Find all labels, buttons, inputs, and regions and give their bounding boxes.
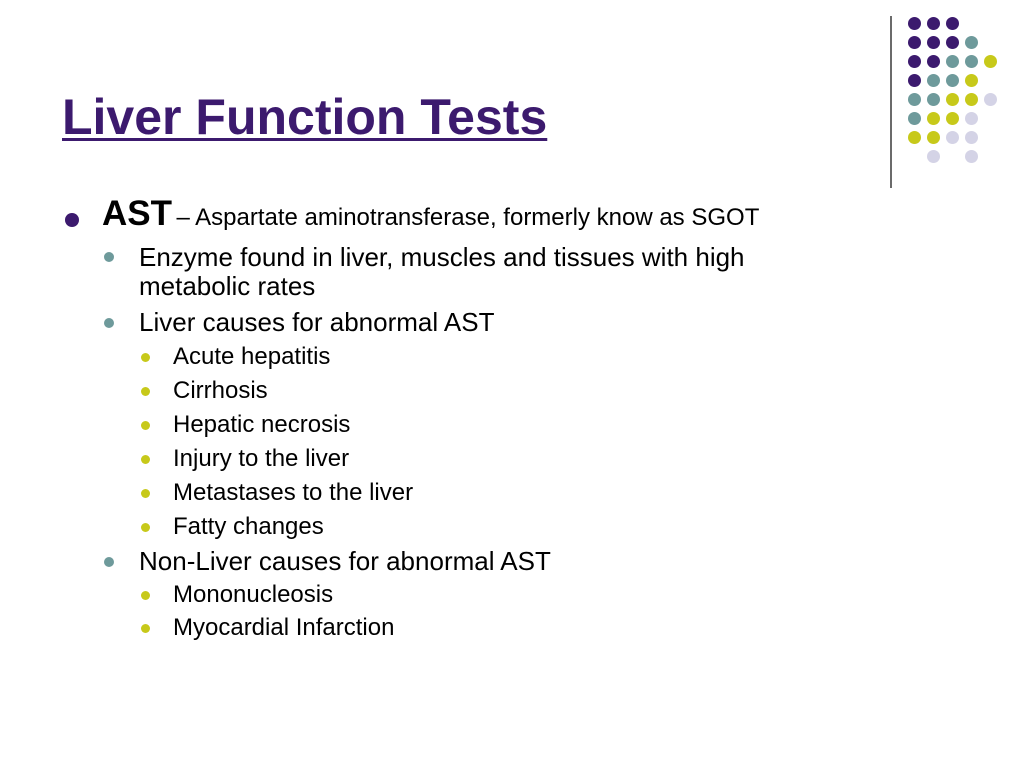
decor-dot [908,93,921,106]
list-item: Metastases to the liver [173,479,414,506]
bullet-dot-level3 [141,387,150,396]
decor-dot [927,74,940,87]
decor-dot [908,55,921,68]
decor-dot [946,36,959,49]
decor-dot [908,17,921,30]
decor-dot [965,93,978,106]
decor-dot [927,112,940,125]
main-bullet [102,194,759,234]
decor-dot [965,131,978,144]
title-divider-line [890,16,892,188]
decor-dot [965,112,978,125]
decor-dot [927,93,940,106]
bullet-dot-level2 [104,252,114,262]
sub-bullet-text-continued: metabolic rates [139,271,316,301]
list-item: Injury to the liver [173,445,350,472]
bullet-dot-level3 [141,489,150,498]
list-item: Cirrhosis [173,377,268,404]
bullet-dot-level1 [65,213,79,227]
decor-dot [965,36,978,49]
sub-bullet-liver-causes: Liver causes for abnormal AST [139,307,495,337]
decor-dot [908,131,921,144]
bullet-dot-level2 [104,557,114,567]
bullet-dot-level3 [141,421,150,430]
list-item: Fatty changes [173,513,324,540]
bullet-dot-level3 [141,624,150,633]
decor-dot [984,55,997,68]
bullet-dot-level2 [104,318,114,328]
bullet-dot-level3 [141,591,150,600]
decor-dot [946,93,959,106]
decor-dot [965,150,978,163]
main-bullet-term: AST [102,194,172,233]
decorative-dot-grid [908,12,1008,172]
decor-dot [965,55,978,68]
sub-bullet-text: Enzyme found in liver, muscles and tissues with high [139,242,745,272]
sub-bullet-non-liver-causes: Non-Liver causes for abnormal AST [139,546,551,576]
decor-dot [908,112,921,125]
decor-dot [908,74,921,87]
bullet-dot-level3 [141,523,150,532]
list-item: Acute hepatitis [173,343,331,370]
decor-dot [946,112,959,125]
decor-dot [946,74,959,87]
bullet-dot-level3 [141,353,150,362]
decor-dot [946,17,959,30]
decor-dot [927,17,940,30]
decor-dot [927,55,940,68]
bullet-dot-level3 [141,455,150,464]
main-bullet-description: – Aspartate aminotransferase, formerly know as SGOT [176,204,760,231]
slide-title: Liver Function Tests [62,89,548,145]
decor-dot [927,150,940,163]
sub-bullet-enzyme [139,243,745,301]
decor-dot [946,55,959,68]
list-item: Hepatic necrosis [173,411,351,438]
decor-dot [984,93,997,106]
decor-dot [927,36,940,49]
decor-dot [965,74,978,87]
list-item: Mononucleosis [173,581,334,608]
decor-dot [908,36,921,49]
decor-dot [946,131,959,144]
list-item: Myocardial Infarction [173,614,395,641]
decor-dot [927,131,940,144]
